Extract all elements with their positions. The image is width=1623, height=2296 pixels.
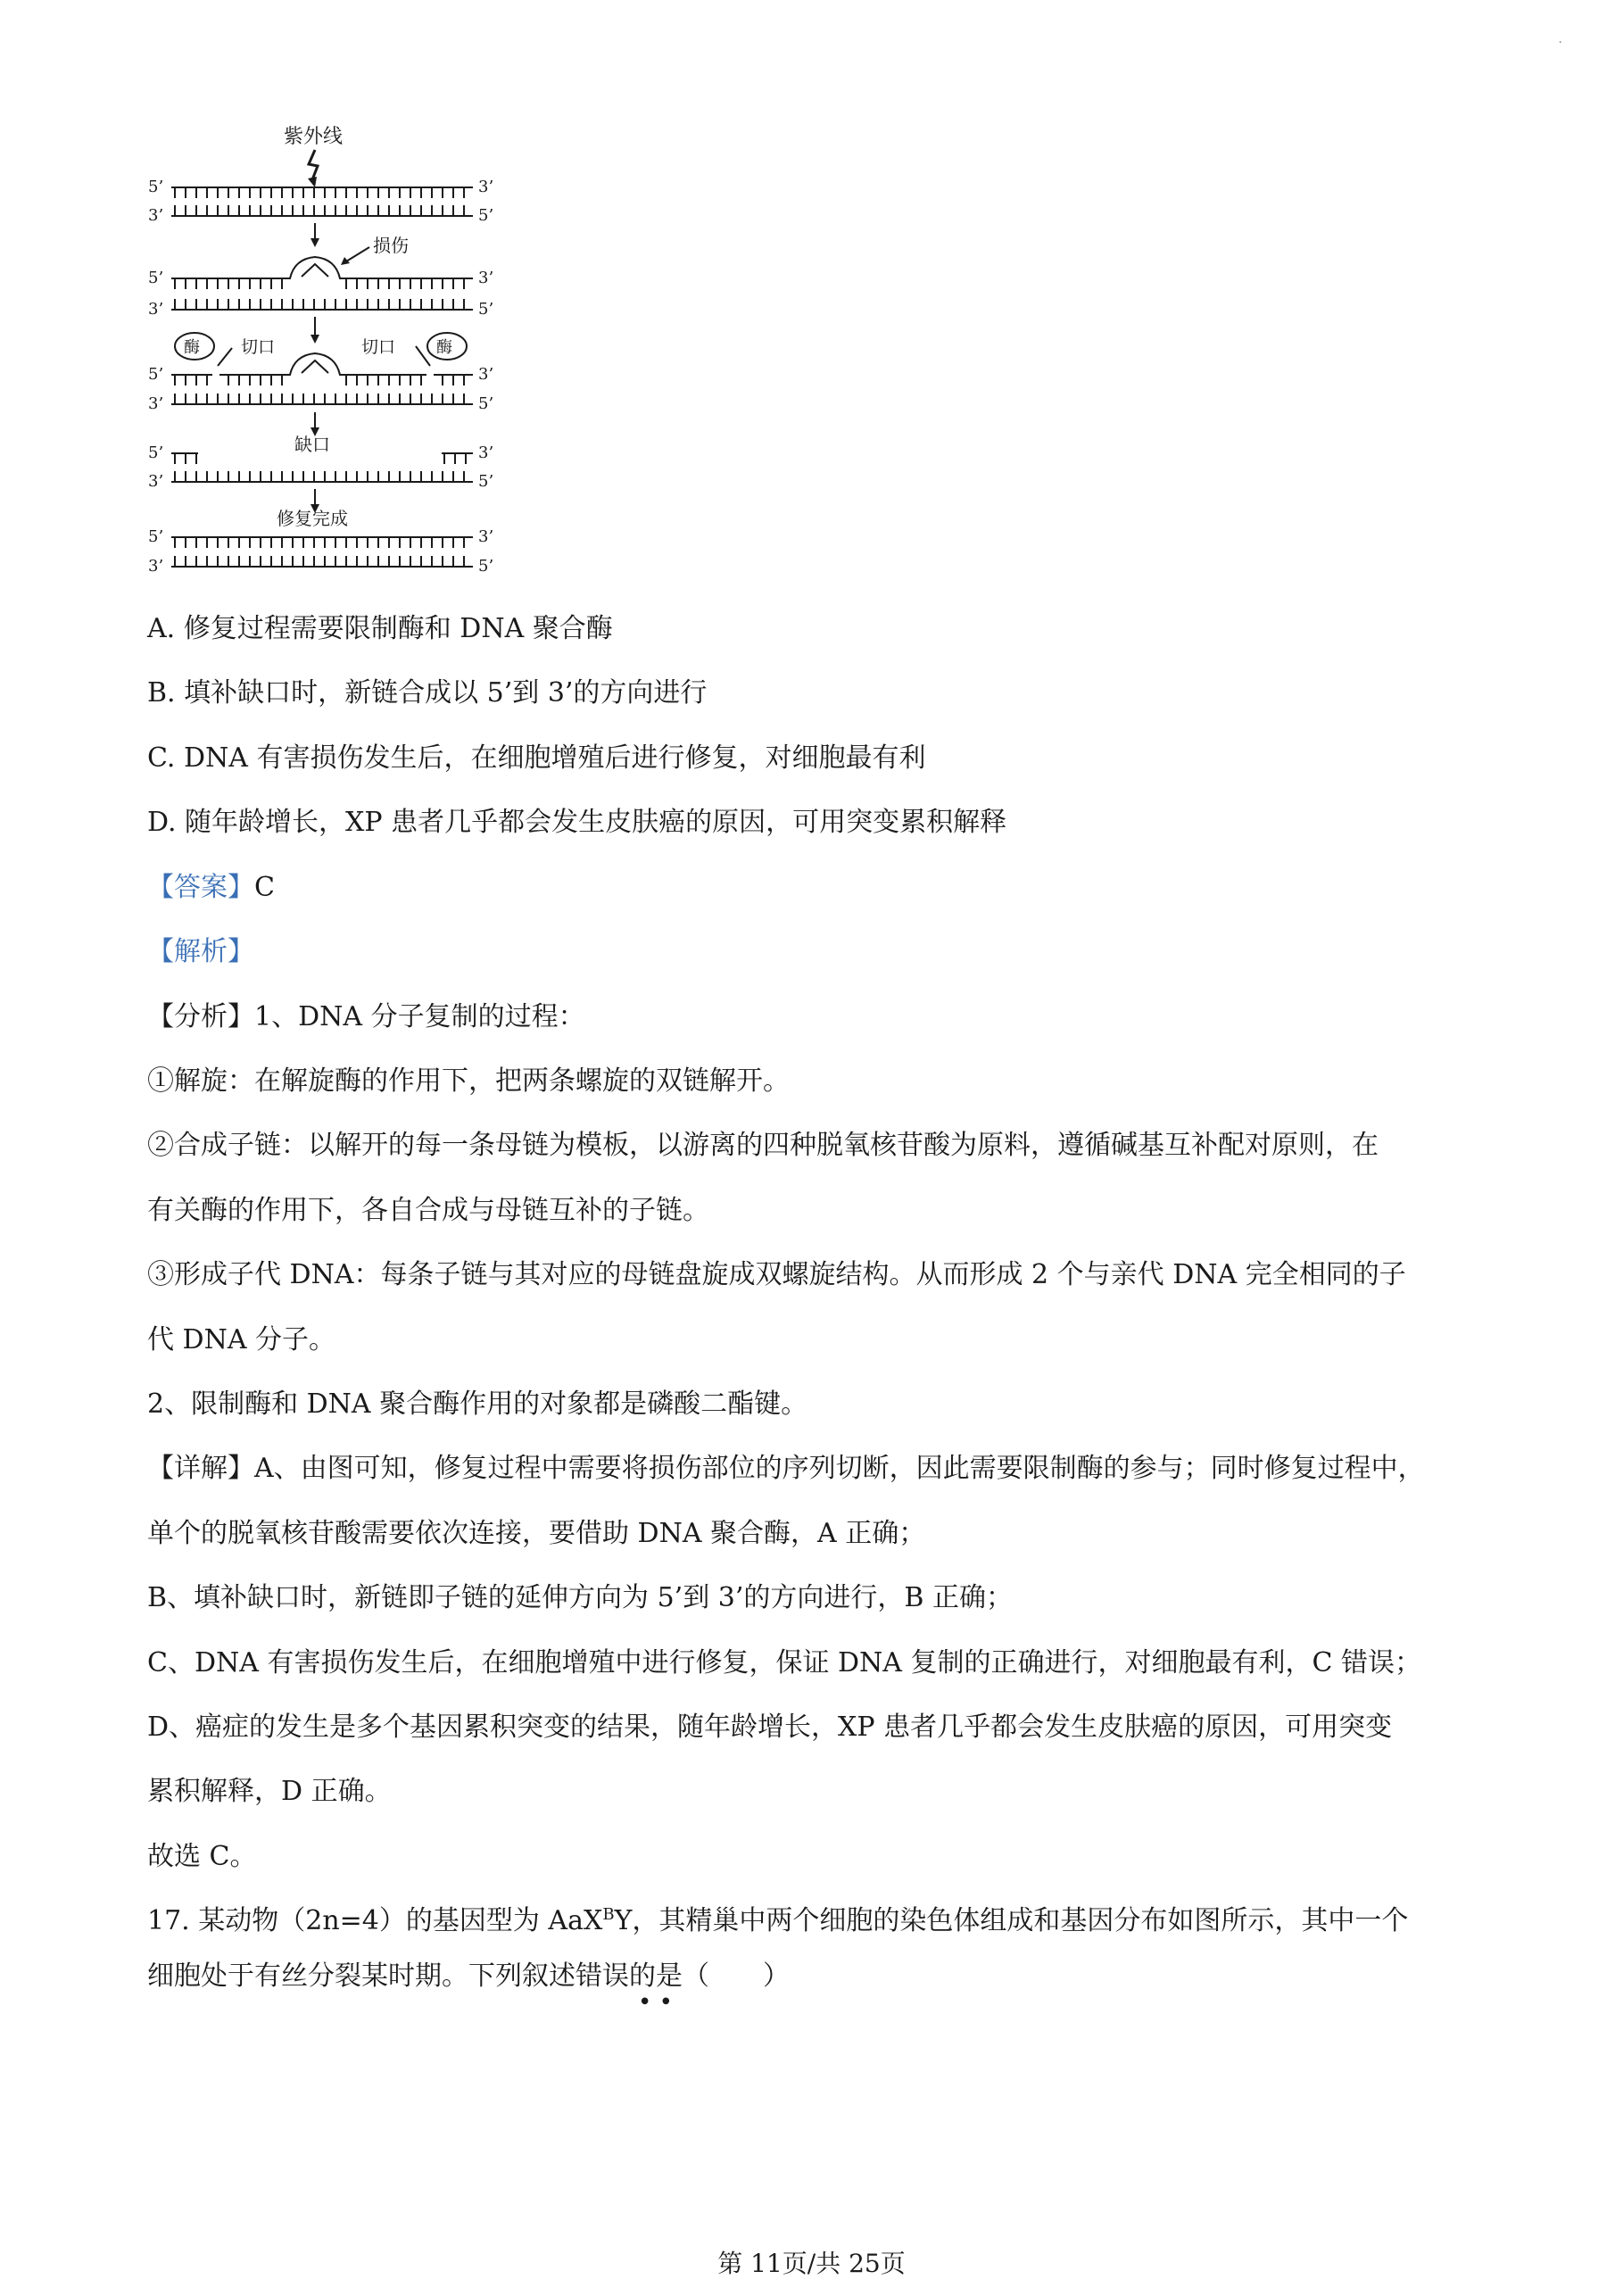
stage1-dna-strands [171, 187, 473, 216]
stage4-bottom-5-label: 5’ [478, 472, 494, 491]
option-b: B. 填补缺口时，新链合成以 5’到 3’的方向进行 [147, 677, 708, 709]
stage5-bottom-3-label: 3’ [148, 557, 164, 576]
question-17-line-1 [147, 1903, 1408, 1939]
stage3-dna-strands [171, 353, 473, 404]
done-label: 修复完成 [277, 508, 348, 529]
stage4-top-5-label: 5’ [148, 443, 164, 462]
analysis-line-11: C、DNA 有害损伤发生后，在细胞增殖中进行修复，保证 DNA 复制的正确进行，对细胞最有利，C 错误； [147, 1647, 1421, 1678]
analysis-line-12: D、癌症的发生是多个基因累积突变的结果，随年龄增长，XP 患者几乎都会发生皮肤癌的原因，可用突变 [147, 1712, 1393, 1743]
stage1-top-3-label: 3’ [478, 178, 494, 196]
analysis-line-4: 有关酶的作用下，各自合成与母链互补的子链。 [147, 1195, 709, 1226]
option-c: C. DNA 有害损伤发生后，在细胞增殖后进行修复，对细胞最有利 [147, 742, 926, 774]
stage1-arrowhead-icon [311, 238, 319, 247]
answer-line [147, 870, 275, 906]
stage2-top-3-label: 3’ [478, 269, 494, 287]
answer-value: C [254, 872, 275, 903]
analysis-line-7: 2、限制酶和 DNA 聚合酶作用的对象都是磷酸二酯键。 [147, 1388, 808, 1420]
stage2-bottom-5-label: 5’ [478, 300, 494, 319]
stage2-bottom-3-label: 3’ [148, 300, 164, 319]
option-d: D. 随年龄增长，XP 患者几乎都会发生皮肤癌的原因，可用突变累积解释 [147, 807, 1007, 838]
analysis-line-10: B、填补缺口时，新链即子链的延伸方向为 5’到 3’的方向进行，B 正确； [147, 1582, 1013, 1613]
analysis-label: 【解析】 [147, 936, 254, 967]
analysis-line-1: 【分析】1、DNA 分子复制的过程： [147, 1001, 585, 1032]
stage4-dna-strands [171, 453, 473, 482]
analysis-line-14: 故选 C。 [147, 1841, 257, 1872]
analysis-line-3: ②合成子链：以解开的每一条母链为模板，以游离的四种脱氧核苷酸为原料，遵循碱基互补配对原则，在 [147, 1130, 1379, 1161]
gap-label: 缺口 [294, 434, 330, 455]
stage3-bottom-3-label: 3’ [148, 394, 164, 413]
enzyme-right-label: 酶 [436, 338, 452, 357]
q17-superscript: B [602, 1905, 615, 1924]
dna-repair-figure [134, 116, 526, 589]
analysis-line-9: 单个的脱氧核苷酸需要依次连接，要借助 DNA 聚合酶，A 正确； [147, 1518, 926, 1549]
uv-label: 紫外线 [284, 126, 344, 148]
stage1-bottom-5-label: 5’ [478, 206, 494, 225]
question-17-line-2: 细胞处于有丝分裂某时期。下列叙述错误的是（ ） [147, 1960, 790, 1992]
stage5-bottom-5-label: 5’ [478, 557, 494, 576]
option-a: A. 修复过程需要限制酶和 DNA 聚合酶 [147, 613, 613, 644]
corner-mark: · [1558, 36, 1562, 50]
answer-label: 【答案】 [147, 872, 254, 903]
stage3-top-3-label: 3’ [478, 365, 494, 384]
page-footer: 第 11页/共 25页 [717, 2249, 906, 2278]
stage1-top-5-label: 5’ [148, 178, 164, 196]
stage4-top-3-label: 3’ [478, 443, 494, 462]
analysis-line-5: ③形成子代 DNA：每条子链与其对应的母链盘旋成双螺旋结构。从而形成 2 个与亲代 DNA 完全相同的子 [147, 1259, 1406, 1290]
analysis-line-6: 代 DNA 分子。 [147, 1324, 336, 1355]
stage5-top-3-label: 3’ [478, 527, 494, 546]
analysis-line-8: 【详解】A、由图可知，修复过程中需要将损伤部位的序列切断，因此需要限制酶的参与；同时修复过程中， [147, 1453, 1425, 1484]
stage3-bottom-5-label: 5’ [478, 394, 494, 413]
q17-line1-part-a: 17. 某动物（2n=4）的基因型为 AaX [147, 1905, 603, 1936]
stage2-top-5-label: 5’ [148, 269, 164, 287]
cut-right-label: 切口 [361, 337, 396, 357]
enzyme-left-label: 酶 [184, 338, 200, 357]
damage-pointer [346, 247, 369, 261]
stage2-dna-strands [171, 257, 473, 310]
q17-line1-part-b: Y，其精巢中两个细胞的染色体组成和基因分布如图所示，其中一个 [614, 1905, 1409, 1936]
uv-arrowhead-icon [308, 177, 317, 187]
damage-label: 损伤 [373, 235, 409, 256]
stage4-bottom-3-label: 3’ [148, 472, 164, 491]
cut-left-label: 切口 [241, 337, 276, 357]
stage1-bottom-3-label: 3’ [148, 206, 164, 225]
analysis-line-2: ①解旋：在解旋酶的作用下，把两条螺旋的双链解开。 [147, 1065, 790, 1097]
dna-repair-diagram [134, 116, 526, 589]
stage5-top-5-label: 5’ [148, 527, 164, 546]
stage3-top-5-label: 5’ [148, 365, 164, 384]
emphasis-dots: • • [638, 1989, 673, 2016]
analysis-line-13: 累积解释，D 正确。 [147, 1776, 392, 1807]
stage2-arrowhead-icon [311, 335, 319, 344]
stage5-dna-strands [171, 537, 473, 567]
